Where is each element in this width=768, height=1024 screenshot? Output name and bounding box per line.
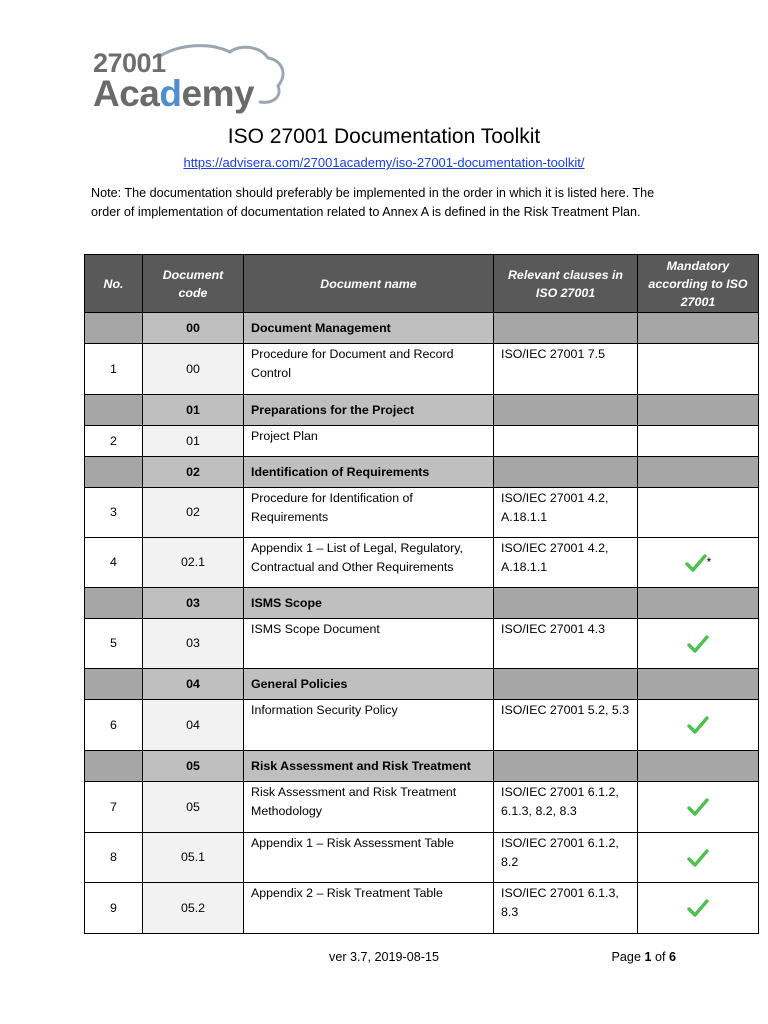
section-row — [85, 313, 759, 344]
row-number: 1 — [85, 344, 143, 395]
section-mandatory-cell — [638, 313, 759, 344]
row-mandatory — [638, 833, 759, 883]
row-document-name: Procedure for Identification of Requirements — [244, 488, 494, 538]
section-clauses-cell — [494, 669, 638, 700]
section-mandatory-cell — [638, 588, 759, 619]
row-document-name: Appendix 1 – List of Legal, Regulatory, Contractual and Other Requirements — [244, 538, 494, 588]
implementation-note: Note: The documentation should preferably be implemented in the order in which it is listed here. The order of implementation of documentation related to Annex A is defined in the Risk Treatment Plan. — [91, 186, 655, 219]
row-document-name: Risk Assessment and Risk Treatment Methodology — [244, 782, 494, 833]
checkmark-icon — [687, 634, 709, 654]
row-relevant-clauses: ISO/IEC 27001 4.2, A.18.1.1 — [494, 538, 638, 588]
section-clauses-cell — [494, 457, 638, 488]
table-row — [85, 833, 759, 883]
header-no: No. — [85, 255, 143, 313]
row-number: 2 — [85, 426, 143, 457]
academy-logo — [90, 42, 290, 112]
row-number: 5 — [85, 619, 143, 669]
section-row — [85, 669, 759, 700]
row-relevant-clauses: ISO/IEC 27001 6.1.2, 6.1.3, 8.2, 8.3 — [494, 782, 638, 833]
section-code: 04 — [143, 669, 244, 700]
row-relevant-clauses: ISO/IEC 27001 7.5 — [494, 344, 638, 395]
row-relevant-clauses: ISO/IEC 27001 6.1.2, 8.2 — [494, 833, 638, 883]
section-title: Identification of Requirements — [244, 457, 494, 488]
row-document-name: Project Plan — [244, 426, 494, 457]
section-title: Preparations for the Project — [244, 395, 494, 426]
row-mandatory — [638, 782, 759, 833]
section-row — [85, 751, 759, 782]
section-clauses-cell — [494, 751, 638, 782]
section-title: ISMS Scope — [244, 588, 494, 619]
table-header-row — [85, 255, 759, 313]
table-row — [85, 700, 759, 751]
section-clauses-cell — [494, 395, 638, 426]
section-row — [85, 588, 759, 619]
section-no-cell — [85, 457, 143, 488]
row-document-code: 01 — [143, 426, 244, 457]
row-number: 9 — [85, 883, 143, 934]
section-no-cell — [85, 669, 143, 700]
row-document-name: ISMS Scope Document — [244, 619, 494, 669]
row-document-code: 02.1 — [143, 538, 244, 588]
section-no-cell — [85, 313, 143, 344]
row-mandatory — [638, 883, 759, 934]
row-document-code: 04 — [143, 700, 244, 751]
section-mandatory-cell — [638, 669, 759, 700]
row-document-name: Procedure for Document and Record Control — [244, 344, 494, 395]
row-mandatory — [638, 538, 759, 588]
section-no-cell — [85, 588, 143, 619]
footnote-star: * — [706, 554, 712, 569]
row-number: 6 — [85, 700, 143, 751]
row-mandatory — [638, 619, 759, 669]
checkmark-icon — [687, 898, 709, 918]
section-mandatory-cell — [638, 395, 759, 426]
section-clauses-cell — [494, 588, 638, 619]
row-document-name: Information Security Policy — [244, 700, 494, 751]
table-row — [85, 782, 759, 833]
header-mandatory: Mandatory according to ISO 27001 — [638, 255, 759, 313]
section-title: Document Management — [244, 313, 494, 344]
footer-page-number: Page 1 of 6 — [611, 950, 676, 964]
checkmark-icon — [687, 848, 709, 868]
section-mandatory-cell — [638, 457, 759, 488]
row-relevant-clauses — [494, 426, 638, 457]
logo-number: 27001 — [93, 48, 166, 78]
row-mandatory — [638, 488, 759, 538]
section-no-cell — [85, 395, 143, 426]
table-row — [85, 488, 759, 538]
section-code: 02 — [143, 457, 244, 488]
section-code: 05 — [143, 751, 244, 782]
row-document-name: Appendix 2 – Risk Treatment Table — [244, 883, 494, 934]
header-document-name: Document name — [244, 255, 494, 313]
table-row — [85, 538, 759, 588]
row-mandatory — [638, 700, 759, 751]
row-number: 4 — [85, 538, 143, 588]
table-row — [85, 344, 759, 395]
checkmark-icon — [685, 553, 707, 573]
header-relevant-clauses: Relevant clauses in ISO 27001 — [494, 255, 638, 313]
section-code: 01 — [143, 395, 244, 426]
checkmark-icon — [687, 715, 709, 735]
logo-word: Academy — [93, 73, 255, 114]
row-number: 3 — [85, 488, 143, 538]
table-row — [85, 619, 759, 669]
section-row — [85, 457, 759, 488]
section-clauses-cell — [494, 313, 638, 344]
row-number: 7 — [85, 782, 143, 833]
row-relevant-clauses: ISO/IEC 27001 6.1.3, 8.3 — [494, 883, 638, 934]
toolkit-link[interactable]: https://advisera.com/27001academy/iso-27001-documentation-toolkit/ — [183, 155, 585, 170]
row-document-code: 00 — [143, 344, 244, 395]
row-relevant-clauses: ISO/IEC 27001 4.2, A.18.1.1 — [494, 488, 638, 538]
header-document-code: Document code — [143, 255, 244, 313]
row-document-code: 02 — [143, 488, 244, 538]
table-row — [85, 426, 759, 457]
row-relevant-clauses: ISO/IEC 27001 5.2, 5.3 — [494, 700, 638, 751]
row-document-code: 05 — [143, 782, 244, 833]
footer-version: ver 3.7, 2019-08-15 — [329, 950, 439, 964]
section-code: 00 — [143, 313, 244, 344]
row-document-name: Appendix 1 – Risk Assessment Table — [244, 833, 494, 883]
documentation-table — [84, 254, 759, 934]
table-body — [85, 313, 759, 934]
row-mandatory — [638, 426, 759, 457]
row-document-code: 05.1 — [143, 833, 244, 883]
checkmark-icon — [687, 797, 709, 817]
row-relevant-clauses: ISO/IEC 27001 4.3 — [494, 619, 638, 669]
section-title: Risk Assessment and Risk Treatment — [244, 751, 494, 782]
row-document-code: 03 — [143, 619, 244, 669]
row-number: 8 — [85, 833, 143, 883]
section-no-cell — [85, 751, 143, 782]
table-row — [85, 883, 759, 934]
section-code: 03 — [143, 588, 244, 619]
row-mandatory — [638, 344, 759, 395]
row-document-code: 05.2 — [143, 883, 244, 934]
section-row — [85, 395, 759, 426]
section-mandatory-cell — [638, 751, 759, 782]
section-title: General Policies — [244, 669, 494, 700]
document-title: ISO 27001 Documentation Toolkit — [227, 125, 541, 148]
